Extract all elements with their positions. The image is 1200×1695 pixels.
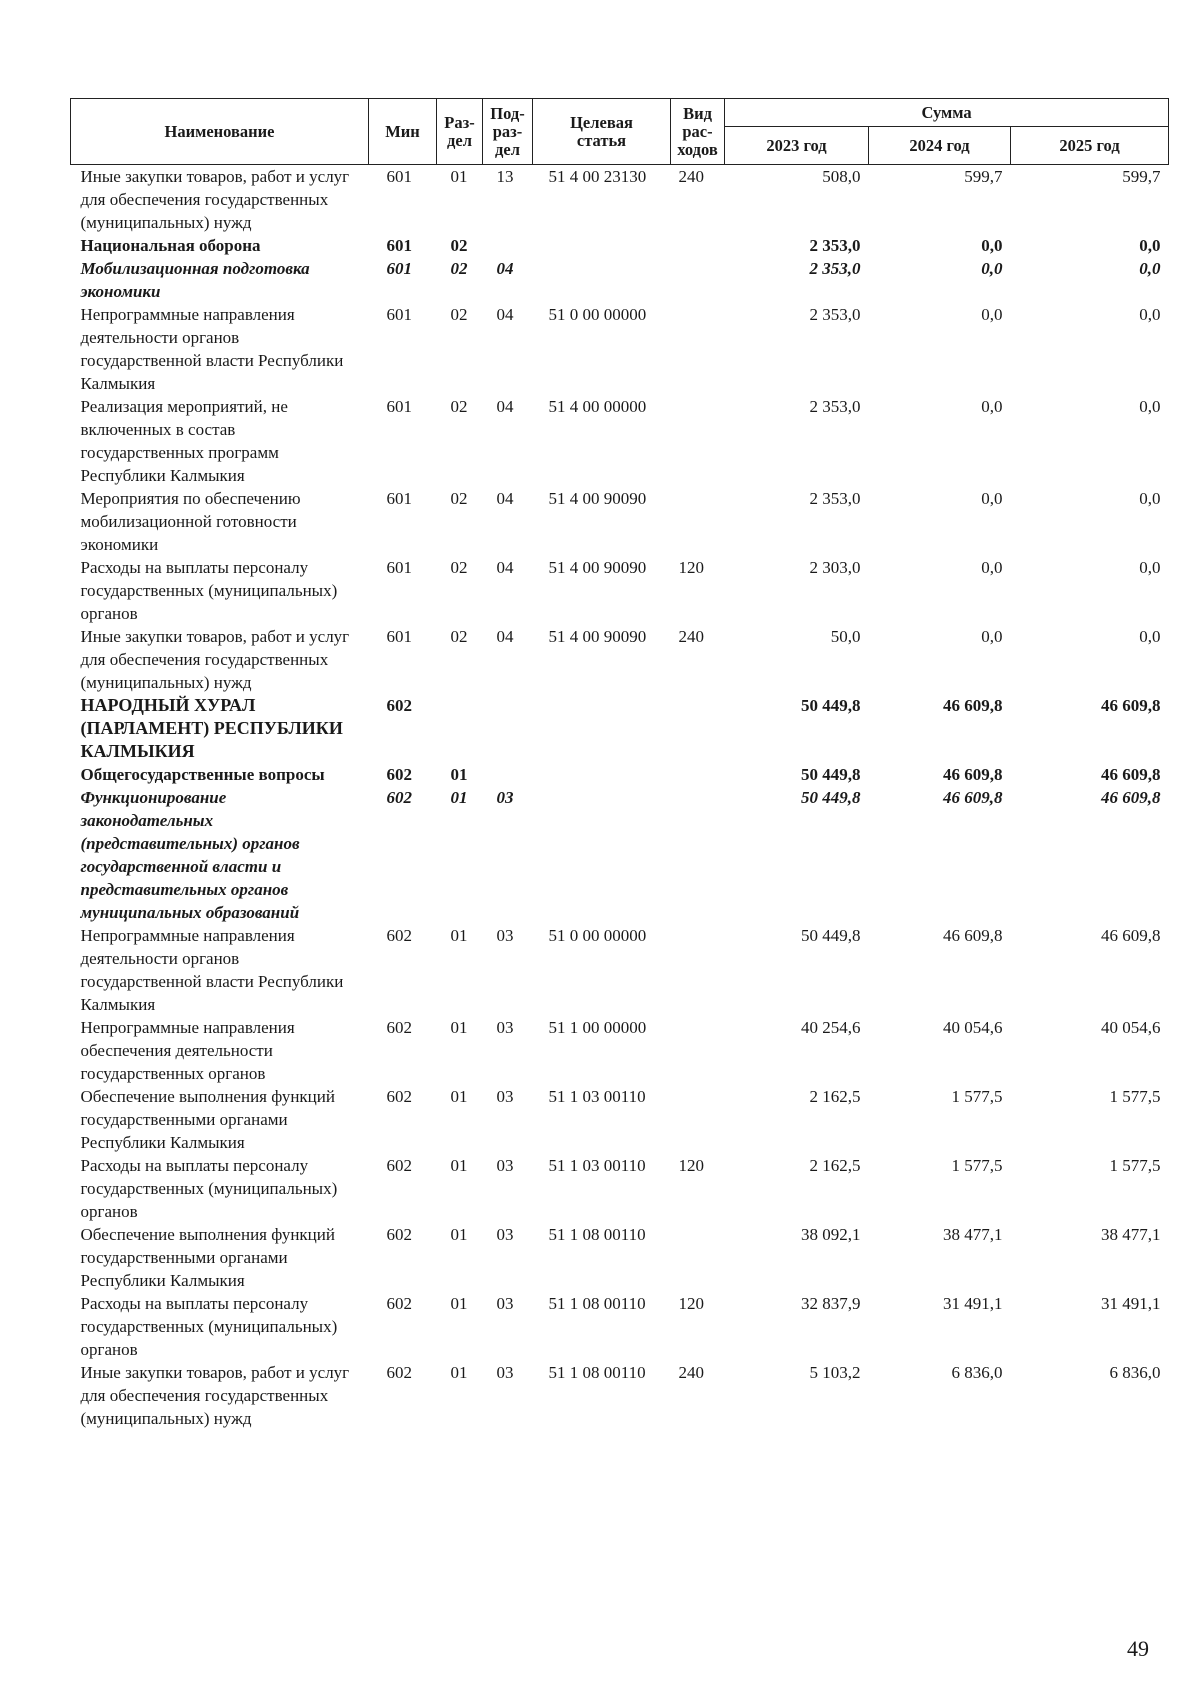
row-razdel: 01 [450,788,468,807]
row-kind: 240 [678,1363,704,1382]
row-kind [671,234,725,257]
row-target: 51 1 08 00110 [548,1363,646,1382]
table-row [71,257,1169,303]
row-sum-2024: 599,7 [964,167,1003,186]
row-sum-2025: 38 477,1 [1101,1225,1161,1244]
row-kind [671,303,725,395]
row-min: 601 [386,627,412,646]
row-target: 51 1 03 00110 [548,1087,646,1106]
row-min: 602 [386,696,412,715]
table-row [71,1292,1169,1361]
row-kind: 120 [678,1294,704,1313]
table-row [71,165,1169,235]
row-razdel: 02 [450,259,468,278]
row-kind [671,763,725,786]
row-sum-2024: 0,0 [981,259,1003,278]
header-podrazdel: Под- раз- дел [483,99,533,165]
row-kind: 120 [678,1156,704,1175]
row-sum-2023: 2 353,0 [809,236,861,255]
row-podrazdel: 03 [496,788,514,807]
row-razdel: 01 [450,1018,468,1037]
row-kind [671,487,725,556]
row-min: 601 [386,259,412,278]
table-row [71,1085,1169,1154]
row-min: 602 [386,1018,412,1037]
row-podrazdel: 13 [496,167,514,186]
table-row [71,1223,1169,1292]
row-kind [671,1016,725,1085]
row-name: Функционирование законодательных (представительных) органов государственной власти и представительных органов муниципальных образований [80,788,300,922]
row-sum-2025: 46 609,8 [1101,696,1161,715]
row-target [533,694,671,763]
row-name: Непрограммные направления деятельности органов государственной власти Республики Калмыкия [80,305,344,393]
row-sum-2024: 31 491,1 [943,1294,1003,1313]
row-sum-2023: 50 449,8 [801,765,861,784]
row-razdel: 02 [450,305,468,324]
row-razdel: 01 [450,167,468,186]
row-sum-2024: 0,0 [981,305,1003,324]
row-sum-2023: 2 353,0 [809,305,861,324]
header-year-2023: 2023 год [725,127,869,165]
row-name: Иные закупки товаров, работ и услуг для обеспечения государственных (муниципальных) нужд [80,167,350,232]
row-target [533,234,671,257]
row-target: 51 0 00 00000 [548,926,647,945]
row-name: Непрограммные направления деятельности органов государственной власти Республики Калмыкия [80,926,344,1014]
row-name: Общегосударственные вопросы [80,765,325,784]
row-podrazdel: 04 [496,397,514,416]
table-row [71,395,1169,487]
row-razdel: 02 [450,489,468,508]
row-kind [671,694,725,763]
row-target [533,763,671,786]
row-sum-2025: 0,0 [1139,627,1161,646]
row-razdel: 01 [450,1294,468,1313]
row-sum-2023: 2 162,5 [809,1156,861,1175]
row-razdel: 01 [450,765,468,784]
row-min: 602 [386,1363,412,1382]
row-name: Иные закупки товаров, работ и услуг для обеспечения государственных (муниципальных) нужд [80,1363,350,1428]
row-sum-2023: 50 449,8 [801,926,861,945]
budget-table [70,98,1169,1430]
row-sum-2025: 1 577,5 [1109,1087,1161,1106]
row-sum-2024: 46 609,8 [943,788,1003,807]
row-kind [671,1085,725,1154]
row-podrazdel: 03 [496,1225,514,1244]
row-name: Расходы на выплаты персоналу государственных (муниципальных) органов [80,558,338,623]
row-podrazdel: 04 [496,259,514,278]
row-name: Расходы на выплаты персоналу государственных (муниципальных) органов [80,1294,338,1359]
row-sum-2024: 46 609,8 [943,765,1003,784]
row-sum-2023: 508,0 [822,167,861,186]
row-sum-2023: 38 092,1 [801,1225,861,1244]
row-target [533,786,671,924]
row-target: 51 1 08 00110 [548,1294,646,1313]
row-razdel: 01 [450,926,468,945]
table-row [71,625,1169,694]
row-podrazdel: 04 [496,489,514,508]
row-sum-2024: 0,0 [981,558,1003,577]
row-kind: 120 [678,558,704,577]
row-sum-2024: 38 477,1 [943,1225,1003,1244]
row-sum-2023: 50,0 [830,627,861,646]
row-sum-2025: 599,7 [1122,167,1161,186]
row-sum-2024: 1 577,5 [951,1156,1003,1175]
table-row [71,487,1169,556]
row-min: 602 [386,1156,412,1175]
row-name: Реализация мероприятий, не включенных в состав государственных программ Республики Калмыкия [80,397,288,485]
row-name: Мобилизационная подготовка экономики [80,259,310,301]
row-sum-2025: 6 836,0 [1109,1363,1161,1382]
header-year-2024: 2024 год [869,127,1011,165]
row-target: 51 4 00 90090 [548,489,647,508]
row-target: 51 4 00 23130 [548,167,647,186]
row-kind [671,924,725,1016]
row-sum-2024: 40 054,6 [943,1018,1003,1037]
header-min: Мин [369,99,437,165]
table-row [71,1361,1169,1430]
row-min: 601 [386,397,412,416]
row-sum-2023: 2 353,0 [809,259,861,278]
row-name: Мероприятия по обеспечению мобилизационной готовности экономики [80,489,301,554]
row-podrazdel: 04 [496,627,514,646]
row-sum-2025: 0,0 [1139,259,1161,278]
header-target: Целевая статья [533,99,671,165]
row-sum-2024: 0,0 [981,236,1003,255]
row-min: 601 [386,489,412,508]
row-target: 51 4 00 00000 [548,397,647,416]
row-sum-2024: 6 836,0 [951,1363,1003,1382]
row-razdel: 01 [450,1225,468,1244]
header-razdel: Раз- дел [437,99,483,165]
row-min: 602 [386,926,412,945]
row-name: НАРОДНЫЙ ХУРАЛ (ПАРЛАМЕНТ) РЕСПУБЛИКИ КАЛМЫКИЯ [80,695,343,761]
header-sum: Сумма [725,99,1169,127]
header-kind: Вид рас- ходов [671,99,725,165]
row-kind: 240 [678,167,704,186]
table-row [71,556,1169,625]
row-sum-2025: 0,0 [1139,489,1161,508]
row-podrazdel: 04 [496,305,514,324]
row-sum-2023: 32 837,9 [801,1294,861,1313]
table-row [71,1016,1169,1085]
row-target: 51 1 00 00000 [548,1018,647,1037]
header-year-2025: 2025 год [1011,127,1169,165]
row-sum-2025: 31 491,1 [1101,1294,1161,1313]
row-min: 601 [386,558,412,577]
row-kind [671,257,725,303]
row-sum-2025: 1 577,5 [1109,1156,1161,1175]
table-row [71,786,1169,924]
row-razdel: 01 [450,1363,468,1382]
row-sum-2023: 2 353,0 [809,397,861,416]
row-sum-2025: 0,0 [1139,397,1161,416]
row-kind: 240 [678,627,704,646]
table-body [71,165,1169,1431]
row-sum-2025: 46 609,8 [1101,926,1161,945]
page-number: 49 [1127,1636,1149,1661]
row-sum-2025: 46 609,8 [1101,765,1161,784]
row-podrazdel: 03 [496,1156,514,1175]
row-min: 601 [386,305,412,324]
row-min: 602 [386,788,412,807]
row-podrazdel: 03 [496,1363,514,1382]
row-sum-2024: 0,0 [981,489,1003,508]
row-razdel: 02 [450,627,468,646]
row-name: Национальная оборона [80,236,261,255]
row-sum-2024: 46 609,8 [943,926,1003,945]
row-sum-2025: 0,0 [1139,558,1161,577]
row-sum-2025: 0,0 [1139,236,1161,255]
row-sum-2024: 0,0 [981,397,1003,416]
row-podrazdel [483,763,533,786]
table-row [71,234,1169,257]
row-sum-2023: 2 303,0 [809,558,861,577]
row-kind [671,786,725,924]
table-row [71,1154,1169,1223]
row-sum-2025: 40 054,6 [1101,1018,1161,1037]
row-podrazdel [483,234,533,257]
row-podrazdel [483,694,533,763]
row-min: 602 [386,1087,412,1106]
row-min: 601 [386,236,412,255]
row-name: Непрограммные направления обеспечения деятельности государственных органов [80,1018,295,1083]
row-razdel: 01 [450,1156,468,1175]
table-row [71,694,1169,763]
row-razdel: 01 [450,1087,468,1106]
row-target: 51 4 00 90090 [548,558,647,577]
row-razdel: 02 [450,236,468,255]
row-target: 51 1 08 00110 [548,1225,646,1244]
row-podrazdel: 03 [496,1087,514,1106]
row-target: 51 4 00 90090 [548,627,647,646]
row-sum-2023: 40 254,6 [801,1018,861,1037]
row-name: Иные закупки товаров, работ и услуг для обеспечения государственных (муниципальных) нужд [80,627,350,692]
row-kind [671,1223,725,1292]
row-min: 602 [386,1225,412,1244]
row-name: Расходы на выплаты персоналу государственных (муниципальных) органов [80,1156,338,1221]
row-podrazdel: 03 [496,1018,514,1037]
row-sum-2025: 0,0 [1139,305,1161,324]
row-podrazdel: 03 [496,1294,514,1313]
row-target [533,257,671,303]
row-sum-2024: 0,0 [981,627,1003,646]
row-sum-2023: 2 353,0 [809,489,861,508]
row-sum-2025: 46 609,8 [1101,788,1161,807]
row-razdel: 02 [450,397,468,416]
header-name: Наименование [71,99,369,165]
row-razdel [437,694,483,763]
table-row [71,924,1169,1016]
row-sum-2023: 50 449,8 [801,788,861,807]
table-row [71,763,1169,786]
row-podrazdel: 03 [496,926,514,945]
row-min: 602 [386,765,412,784]
row-sum-2024: 1 577,5 [951,1087,1003,1106]
row-sum-2023: 2 162,5 [809,1087,861,1106]
table-row [71,303,1169,395]
row-sum-2023: 5 103,2 [809,1363,861,1382]
row-min: 602 [386,1294,412,1313]
row-sum-2024: 46 609,8 [943,696,1003,715]
row-target: 51 0 00 00000 [548,305,647,324]
row-name: Обеспечение выполнения функций государственными органами Республики Калмыкия [80,1225,335,1290]
row-min: 601 [386,167,412,186]
row-razdel: 02 [450,558,468,577]
row-target: 51 1 03 00110 [548,1156,646,1175]
row-sum-2023: 50 449,8 [801,696,861,715]
row-podrazdel: 04 [496,558,514,577]
row-kind [671,395,725,487]
row-name: Обеспечение выполнения функций государственными органами Республики Калмыкия [80,1087,335,1152]
